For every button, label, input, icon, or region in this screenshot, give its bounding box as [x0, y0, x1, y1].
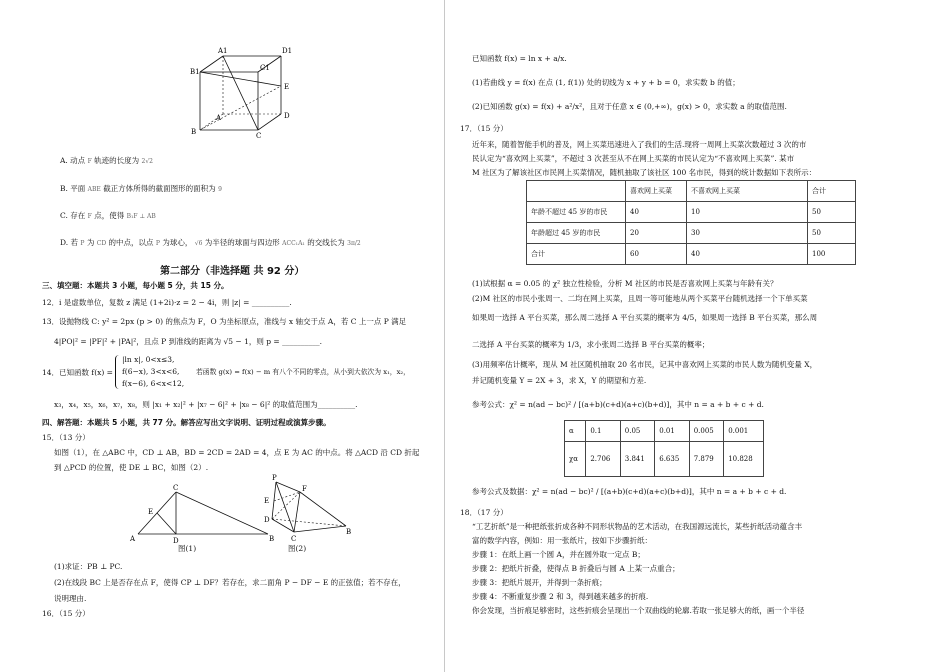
question-18-head: 18．（17 分）	[460, 508, 508, 517]
fig1-label-e: E	[148, 508, 154, 516]
option-c-var: F	[87, 213, 92, 220]
table-cell: 年龄不超过 45 岁的市民	[527, 202, 626, 223]
figure-2	[264, 474, 354, 544]
question-16-part2: (2)已知函数 g(x) = f(x) + a²/x²，且对于任意 x ∈ (0,+∞)，g(x) > 0，求实数 a 的取值范围.	[472, 102, 787, 111]
fig2-label-e: E	[264, 497, 270, 505]
option-d-var-3: P	[155, 240, 160, 247]
option-a-var: F	[87, 158, 92, 165]
table-cell: 40	[687, 244, 808, 265]
option-c	[60, 211, 156, 222]
survey-table	[526, 180, 856, 265]
reference-formula-1: 参考公式：χ² = n(ad − bc)² / [(a+b)(c+d)(a+c)(b+d)]，其中 n = a + b + c + d.	[472, 400, 764, 409]
question-17-line2: 民认定为“喜欢网上买菜”，不超过 3 次甚至从不在网上买菜的市民认定为“不喜欢网上买菜”. 某市	[472, 154, 795, 163]
question-16-part1: (1)若曲线 y = f(x) 在点 (1, f(1)) 处的切线为 x + y + b = 0，求实数 b 的值；	[472, 78, 740, 87]
question-14-label: 14．已知函数 f(x) =	[42, 368, 113, 377]
q14-case-2: f(6−x), 3<x<6,	[122, 367, 180, 376]
piecewise-brace	[115, 355, 120, 389]
option-d-value: 3π/2	[347, 240, 361, 247]
table-cell: 100	[808, 244, 856, 265]
question-17-part3-line2: 并记随机变量 Y = 2X + 3，求 X，Y 的期望和方差.	[472, 376, 647, 385]
option-b-prefix: B. 平面	[60, 184, 86, 193]
fig1-label-c: C	[173, 484, 179, 492]
table-header-cell: 不喜欢网上买菜	[687, 181, 808, 202]
cube-label-a1: A1	[218, 47, 228, 55]
question-16-head: 16．（15 分）	[42, 609, 90, 618]
table-cell: 30	[687, 223, 808, 244]
question-15-line2: 到 △PCD 的位置，使 DE ⊥ BC，如图（2）.	[54, 463, 209, 472]
question-18-step3: 步骤 3：把纸片展开，并得到一条折痕；	[472, 578, 607, 587]
table-cell: 20	[626, 223, 687, 244]
table-cell: α	[565, 421, 586, 442]
question-18-step2: 步骤 2：把纸片折叠，使得点 B 折叠后与圆 A 上某一点重合；	[472, 564, 680, 573]
table-cell: 40	[626, 202, 687, 223]
option-d-prefix: D. 若	[60, 238, 79, 247]
fig2-label-p: P	[272, 474, 277, 482]
question-17-part3-line1: (3)用频率估计概率，现从 M 社区随机抽取 20 名市民，记其中喜欢网上买菜的市民人数为随机变量 X，	[472, 360, 818, 369]
figure-1	[128, 484, 278, 544]
question-17-part1: (1)试根据 α = 0.05 的 χ² 独立性检验，分析 M 社区的市民是否喜欢网上买菜与年龄有关？	[472, 279, 778, 288]
option-b-text: 截正方体所得的截面图形的面积为	[103, 184, 216, 193]
option-a-value: 2√2	[141, 158, 153, 165]
question-13-line1: 13．设抛物线 C: y² = 2px (p > 0) 的焦点为 F，O 为坐标原点，准线与 x 轴交于点 A，若 C 上一点 P 满足	[42, 317, 407, 326]
right-column	[462, 0, 902, 672]
table-cell: 2.706	[586, 442, 620, 477]
option-a-prefix: A. 动点	[60, 156, 86, 165]
question-15-head: 15．（13 分）	[42, 433, 90, 442]
figure-1-caption: 图(1)	[178, 544, 197, 553]
reference-formula-2: 参考公式及数据：χ² = n(ad − bc)² / [(a+b)(c+d)(a+c)(b+d)]，其中 n = a + b + c + d.	[472, 487, 787, 496]
question-15-part2: (2)在线段 BC 上是否存在点 F，使得 CP ⊥ DF？若存在，求二面角 P − DF − E 的正弦值；若不存在，	[54, 578, 406, 587]
question-17-part2-line2: 如果周一选择 A 平台买菜，那么周二选择 A 平台买菜的概率为 4/5，如果周一选择 B 平台买菜，那么周	[472, 313, 818, 322]
part2-title: 第二部分（非选择题 共 92 分）	[160, 266, 305, 277]
question-12: 12．i 是虚数单位，复数 z 满足 (1+2i)·z = 2 − 4i，则 |z| = __________.	[42, 298, 292, 307]
cube-figure	[188, 44, 308, 140]
option-d-var-2: CD	[96, 240, 107, 247]
question-17-line1: 近年来，随着智能手机的普及，网上买菜迅速进入了我们的生活.现将一周网上买菜次数超过 3 次的市	[472, 140, 807, 149]
option-b-var: ABE	[87, 186, 101, 193]
table-row	[527, 244, 856, 265]
table-cell: 60	[626, 244, 687, 265]
answer-header: 四、解答题：本题共 5 小题，共 77 分。解答应写出文字说明、证明过程或演算步骤。	[42, 418, 331, 427]
cube-label-c1: C1	[260, 64, 270, 72]
table-row	[527, 223, 856, 244]
question-18-step1: 步骤 1：在纸上画一个圆 A，并在圆外取一定点 B；	[472, 550, 645, 559]
cube-label-d1: D1	[282, 47, 293, 55]
option-c-text: 点，使得	[94, 211, 125, 220]
table-cell: 50	[808, 223, 856, 244]
question-16-stem: 已知函数 f(x) = ln x + a/x.	[472, 54, 567, 63]
left-column	[28, 0, 433, 672]
column-divider	[444, 0, 445, 672]
cube-label-d: D	[284, 112, 290, 120]
option-a	[60, 156, 153, 167]
question-17-part2-line3: 二选择 A 平台买菜的概率为 1/3，求小张周二选择 B 平台买菜的概率；	[472, 340, 710, 349]
question-14-line2: x₃，x₄，x₅，x₆，x₇，x₈，则 |x₁ + x₂|² + |x₇ − 6|² + |x₈ − 6|² 的取值范围为__________.	[54, 400, 358, 409]
question-17-head: 17．（15 分）	[460, 124, 508, 133]
table-header-cell: 合计	[808, 181, 856, 202]
fig2-label-f: F	[302, 485, 307, 493]
question-14-text: 若函数 g(x) = f(x) − m 有八个不同的零点，从小到大依次为 x₁，x₂，	[196, 368, 410, 376]
cube-label-a: A	[216, 114, 222, 122]
q14-case-3: f(x−6), 6<x<12,	[122, 379, 185, 388]
question-18-line1: “工艺折纸”是一种把纸张折成各种不同形状物品的艺术活动，在我国源远流长，某些折纸活动蕴含丰	[472, 522, 803, 531]
table-cell: 0.1	[586, 421, 620, 442]
question-13-line2: 4|PO|² = |PF|² + |PA|²，且点 P 到准线的距离为 √5 − 1，则 p = __________.	[54, 337, 322, 346]
question-18-line2: 富的数学内容，例如：用一张纸片，按如下步骤折纸：	[472, 536, 652, 545]
fig1-label-b: B	[269, 535, 275, 543]
question-18-line3: 你会发现，当折痕足够密时，这些折痕会呈现出一个双曲线的轮廓.若取一张足够大的纸，画一个半径	[472, 606, 805, 615]
option-c-prefix: C. 存在	[60, 211, 86, 220]
q14-case-1: |ln x|, 0<x≤3,	[122, 355, 175, 364]
option-d-var-5: ACC₁A₁	[282, 240, 305, 247]
question-17-part2-line1: (2)M 社区的市民小张周一、二均在网上买菜，且周一等可能地从两个买菜平台随机选择一个下单买菜	[472, 294, 808, 303]
option-d-text-4: 为半径的球面与四边形	[204, 238, 280, 247]
fig2-label-d: D	[264, 516, 270, 524]
table-cell: 3.841	[620, 442, 654, 477]
option-d-var-4: √6	[194, 240, 203, 247]
table-cell: 0.05	[620, 421, 654, 442]
cube-label-b: B	[191, 128, 197, 136]
table-cell: 10.828	[724, 442, 764, 477]
option-d-text-5: 的交线长为	[307, 238, 345, 247]
option-d-text-1: 为	[86, 238, 95, 247]
option-d-text-3: 为球心，	[162, 238, 193, 247]
table-cell: 10	[687, 202, 808, 223]
table-cell: 年龄超过 45 岁的市民	[527, 223, 626, 244]
question-15-line1: 如图（1），在 △ABC 中，CD ⊥ AB，BD = 2CD = 2AD = 4，点 E 为 AC 的中点。将 △ACD 沿 CD 折起	[54, 448, 420, 457]
table-header-cell	[527, 181, 626, 202]
table-cell: 0.005	[689, 421, 723, 442]
question-15-part1: (1)求证：PB ⊥ PC.	[54, 562, 123, 571]
table-cell: 0.001	[724, 421, 764, 442]
cube-label-c: C	[256, 132, 262, 140]
question-17-line3: M 社区为了解该社区市民网上买菜情况，随机抽取了该社区 100 名市民，得到的统计数据如下表所示：	[472, 168, 817, 177]
fig1-label-a: A	[130, 535, 136, 543]
fill-header: 三、填空题：本题共 3 小题，每小题 5 分，共 15 分。	[42, 281, 229, 290]
option-b-value: 9	[218, 186, 222, 193]
option-d-text-2: 的中点，以点	[108, 238, 154, 247]
fig1-label-d: D	[173, 537, 179, 545]
table-cell: 7.879	[689, 442, 723, 477]
figure-2-caption: 图(2)	[288, 544, 307, 553]
fig2-label-b: B	[346, 528, 352, 536]
fig2-label-c: C	[291, 535, 297, 543]
question-15-part2-cont: 说明理由.	[54, 594, 87, 603]
table-header-cell: 喜欢网上买菜	[626, 181, 687, 202]
table-cell: 50	[808, 202, 856, 223]
table-cell: 合计	[527, 244, 626, 265]
option-b	[60, 184, 222, 195]
option-c-value: B₁F ⊥ AB	[126, 213, 156, 220]
table-row	[527, 202, 856, 223]
critical-value-table	[564, 420, 764, 477]
cube-label-e: E	[284, 83, 290, 91]
table-header-row	[527, 181, 856, 202]
option-d-var-1: P	[80, 240, 85, 247]
table-cell: 0.01	[655, 421, 689, 442]
table-row	[565, 421, 764, 442]
option-a-text: 轨迹的长度为	[94, 156, 140, 165]
table-cell: χα	[565, 442, 586, 477]
option-d	[60, 238, 361, 249]
question-18-step4: 步骤 4：不断重复步骤 2 和 3，得到越来越多的折痕.	[472, 592, 649, 601]
cube-label-b1: B1	[190, 68, 200, 76]
table-row	[565, 442, 764, 477]
table-cell: 6.635	[655, 442, 689, 477]
